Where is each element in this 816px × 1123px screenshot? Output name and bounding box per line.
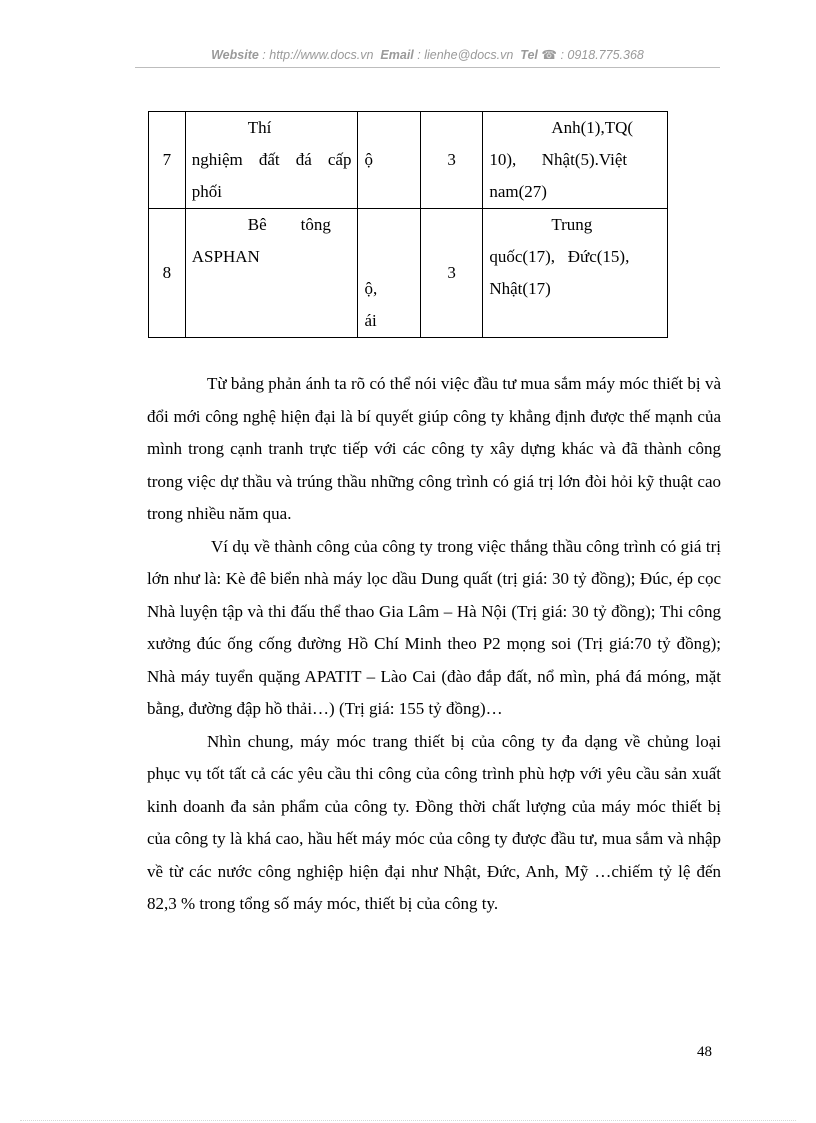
equipment-origin [483, 112, 668, 209]
name-line: ASPHAN [191, 247, 260, 266]
paragraph-investment: Từ bảng phản ánh ta rõ có thể nói việc đầu tư mua sắm máy móc thiết bị và đổi mới công nghệ hiện đại là bí quyết giúp công ty khẳng định được thế mạnh của mình trong cạnh tranh trực tiếp với các công ty xây dựng khác và đã thành công trong việc dự thầu và trúng thầu những công trình có giá trị lớn đòi hỏi kỹ thuật cao trong nhiều năm qua. [147, 374, 721, 523]
row-number: 8 [149, 209, 186, 338]
body-text [147, 368, 721, 921]
equipment-origin [483, 209, 668, 338]
table-row [149, 112, 668, 209]
unit-line [364, 112, 413, 144]
row-number: 7 [149, 112, 186, 209]
name-line [192, 273, 352, 305]
page-number: 48 [697, 1044, 712, 1060]
origin-line: 10), Nhật(5).Việt [489, 150, 628, 169]
name-line: phối [191, 182, 223, 201]
equipment-quantity: 3 [420, 209, 482, 338]
equipment-unit [358, 112, 420, 209]
equipment-table [148, 111, 668, 338]
paragraph-examples: Ví dụ về thành công của công ty trong việc thắng thầu công trình có giá trị lớn như là: Kè đê biển nhà máy lọc dầu Dung quất (trị giá: 30 tỷ đồng); Đúc, ép cọc Nhà luyện tập và thi đấu thể thao Gia Lâm – Hà Nội (Trị giá: 30 tỷ đồng); Thi công xưởng đúc ống cống đường Hồ Chí Minh theo P2 mọng soi (Trị giá:70 tỷ đồng); Nhà máy tuyển quặng APATIT – Lào Cai (đào đắp đất, nổ mìn, phá đá móng, mặt bằng, đường đập hồ thải…) (Trị giá: 155 tỷ đồng)… [147, 536, 721, 718]
tel-number: : 0918.775.368 [560, 48, 644, 62]
equipment-name [185, 112, 358, 209]
footer-divider [20, 1120, 796, 1121]
header-divider [135, 67, 720, 68]
origin-line: Trung [551, 215, 593, 234]
email-label: Email [380, 48, 414, 62]
website-url[interactable]: : http://www.docs.vn [262, 48, 374, 62]
tel-label: Tel [520, 48, 538, 62]
origin-line: Nhật(17) [489, 279, 551, 298]
origin-line: quốc(17), Đức(15), [489, 247, 630, 266]
unit-line: ộ, [364, 279, 378, 298]
paragraph-summary: Nhìn chung, máy móc trang thiết bị của công ty đa dạng về chủng loại phục vụ tốt tất cả các yêu cầu thi công của công trình phù hợp với yêu cầu sản xuất kinh doanh đa sản phẩm của công ty. Đồng thời chất lượng của máy móc thiết bị của công ty là khá cao, hầu hết máy móc của công ty được đầu tư, mua sắm và nhập về từ các nước công nghiệp hiện đại như Nhật, Đức, Anh, Mỹ …chiếm tỷ lệ đến 82,3 % trong tổng số máy móc, thiết bị của công ty. [147, 731, 721, 913]
name-line: Thí [247, 118, 272, 137]
email-address[interactable]: : lienhe@docs.vn [417, 48, 514, 62]
unit-line [364, 241, 413, 273]
origin-line [489, 305, 661, 337]
page-header [135, 47, 720, 62]
table-row [149, 209, 668, 338]
website-label: Website [211, 48, 259, 62]
unit-line: ái [364, 311, 377, 330]
unit-line [364, 209, 413, 241]
name-line: Bê tông [247, 215, 331, 234]
origin-line: Anh(1),TQ( [551, 118, 634, 137]
name-line [192, 305, 352, 337]
unit-line [364, 176, 413, 208]
equipment-name [185, 209, 358, 338]
name-line: nghiệm đất đá cấp [191, 150, 352, 169]
unit-line: ộ [364, 150, 373, 169]
equipment-unit [358, 209, 420, 338]
origin-line: nam(27) [489, 182, 547, 201]
equipment-quantity: 3 [420, 112, 482, 209]
phone-icon: ☎ [541, 48, 557, 62]
